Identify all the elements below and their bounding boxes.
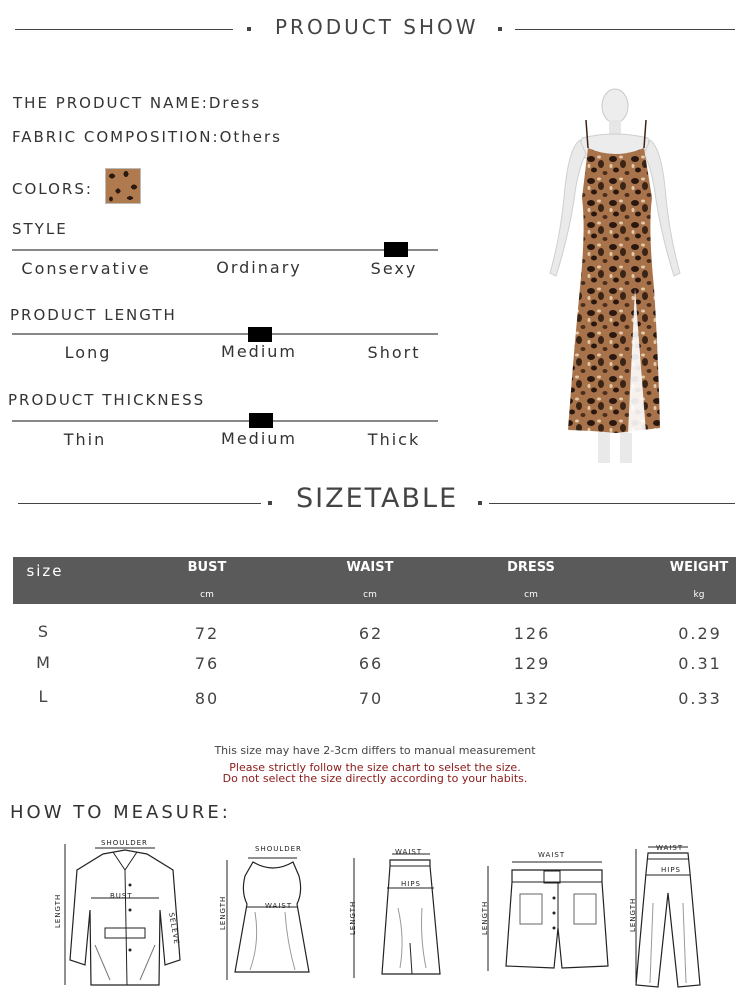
sizetable-dot-right [478,501,482,505]
thickness-option-medium: Medium [221,429,297,448]
weight-column-header: WEIGHT [669,560,729,575]
row-waist: 66 [358,654,384,673]
pants-waist-label: WAIST [656,844,684,852]
jacket-length-label: LENGTH [54,893,62,928]
row-bust: 80 [194,689,220,708]
product-photo [520,88,720,468]
size-table-header [13,557,736,604]
size-warning-1: Please strictly follow the size chart to selset the size. [229,761,521,774]
row-waist: 62 [358,624,384,643]
fabric-label: FABRIC COMPOSITION: [12,128,220,146]
header-rule-right [515,29,735,30]
fabric-value: Others [219,128,282,146]
dress-waist-label: WAIST [265,902,293,910]
style-scale-line [12,249,438,251]
product-name-label: THE PRODUCT NAME: [13,94,209,112]
how-to-measure-title: HOW TO MEASURE: [10,802,231,823]
row-dress: 132 [513,689,551,708]
skirt-waist-label: WAIST [395,848,423,856]
row-size: M [36,653,52,672]
row-dress: 126 [513,624,551,643]
row-size: L [38,687,50,706]
colors-label: COLORS: [12,180,93,198]
row-bust: 72 [194,624,220,643]
jacket-bust-label: BUST [110,892,133,900]
sizetable-rule-left [18,503,261,504]
skirt-hips-label: HIPS [401,880,421,888]
leopard-swatch-icon[interactable] [105,168,141,204]
skirt-diagram [350,848,440,983]
skirt-length-label: LENGTH [349,900,357,935]
row-weight: 0.31 [678,654,722,673]
style-scale-marker [384,242,408,257]
product-name-value: Dress [208,94,262,112]
thickness-scale-line [12,420,438,422]
length-option-medium: Medium [221,342,297,361]
header-rule-left [15,29,233,30]
dress-shoulder-label: SHOULDER [255,845,302,853]
header-dot-right [498,27,502,31]
dress-length-label: LENGTH [219,895,227,930]
header-dot-left [247,27,251,31]
shorts-length-label: LENGTH [481,900,489,935]
pants-length-label: LENGTH [629,897,637,932]
row-weight: 0.29 [678,624,722,643]
thickness-title: PRODUCT THICKNESS [8,391,206,409]
fabric-row [12,128,282,146]
waist-unit: cm [363,590,377,600]
dress-diagram [215,852,325,987]
page-title: PRODUCT SHOW [275,15,479,39]
product-name-row [13,94,261,112]
thickness-option-thick: Thick [367,430,421,449]
jacket-sleeve-label: SELEVE [167,912,181,946]
size-warning-2: Do not select the size directly according to your habits. [222,772,528,785]
pants-hips-label: HIPS [661,866,681,874]
sizetable-title: SIZETABLE [296,483,459,514]
length-scale-marker [248,327,272,342]
bust-column-header: BUST [187,560,227,575]
row-waist: 70 [358,689,384,708]
sizetable-rule-right [489,503,735,504]
row-weight: 0.33 [678,689,722,708]
dress-column-header: DRESS [507,560,555,575]
style-option-sexy: Sexy [370,259,418,278]
row-bust: 76 [194,654,220,673]
style-option-conservative: Conservative [21,259,151,278]
length-scale-line [12,333,438,335]
dress-unit: cm [524,590,538,600]
style-option-ordinary: Ordinary [216,258,302,277]
shorts-diagram [482,858,612,978]
length-title: PRODUCT LENGTH [10,306,177,324]
waist-column-header: WAIST [346,560,394,575]
shorts-waist-label: WAIST [538,851,566,859]
weight-unit: kg [693,590,705,600]
jacket-shoulder-label: SHOULDER [101,839,148,847]
sizetable-dot-left [268,501,272,505]
size-column-header: size [26,562,64,580]
row-dress: 129 [513,654,551,673]
measurement-note: This size may have 2-3cm differs to manual measurement [214,744,536,757]
length-option-long: Long [64,343,112,362]
length-option-short: Short [367,343,421,362]
thickness-scale-marker [249,413,273,428]
style-title: STYLE [12,220,68,238]
thickness-option-thin: Thin [63,430,107,449]
row-size: S [37,622,51,641]
bust-unit: cm [200,590,214,600]
